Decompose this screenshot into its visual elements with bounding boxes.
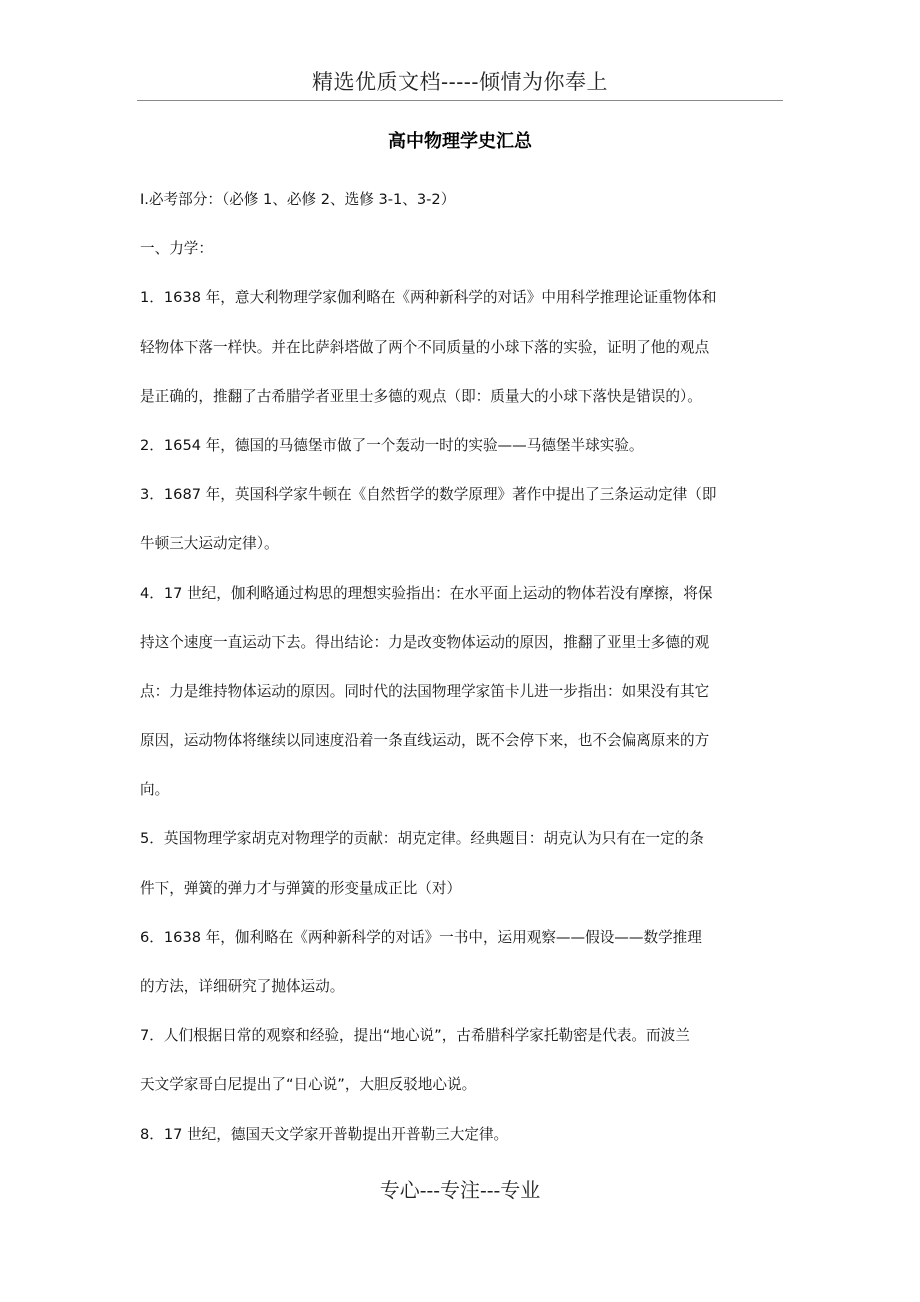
page-header xyxy=(137,62,783,101)
text-line: 点：力是维持物体运动的原因。同时代的法国物理学家笛卡儿进一步指出：如果没有其它 xyxy=(140,682,710,700)
text-line: 2．1654 年，德国的马德堡市做了一个轰动一时的实验——马德堡半球实验。 xyxy=(140,436,644,454)
text-line: 是正确的，推翻了古希腊学者亚里士多德的观点（即：质量大的小球下落快是错误的）。 xyxy=(140,387,702,405)
text-line: 牛顿三大运动定律）。 xyxy=(140,535,279,553)
text-line: 1．1638 年，意大利物理学家伽利略在《两种新科学的对话》中用科学推理论证重物体和 xyxy=(140,289,717,307)
text-line: 的方法，详细研究了抛体运动。 xyxy=(140,978,345,995)
document-title: 高中物理学史汇总 xyxy=(388,131,532,152)
text-line: 持这个速度一直运动下去。得出结论：力是改变物体运动的原因，推翻了亚里士多德的观 xyxy=(140,633,710,651)
text-line: 原因，运动物体将继续以同速度沿着一条直线运动，既不会停下来，也不会偏离原来的方 xyxy=(140,732,710,750)
header-text: 精选优质文档-----倾情为你奉上 xyxy=(312,70,608,94)
text-line: 件下，弹簧的弹力才与弹簧的形变量成正比（对） xyxy=(140,879,462,897)
text-line: 5．英国物理学家胡克对物理学的贡献：胡克定律。经典题目：胡克认为只有在一定的条 xyxy=(140,830,704,848)
text-line: 向。 xyxy=(140,781,170,799)
page-footer: 专心---专注---专业 xyxy=(379,1178,541,1202)
document-body xyxy=(140,182,782,1166)
text-line: 轻物体下落一样快。并在比萨斜塔做了两个不同质量的小球下落的实验，证明了他的观点 xyxy=(140,338,710,356)
text-line: 3．1687 年，英国科学家牛顿在《自然哲学的数学原理》著作中提出了三条运动定律（即 xyxy=(140,486,717,504)
text-line: 6．1638 年，伽利略在《两种新科学的对话》一书中，运用观察——假设——数学推理 xyxy=(140,928,702,946)
text-line: 7．人们根据日常的观察和经验，提出“地心说”，古希腊科学家托勒密是代表。而波兰 xyxy=(140,1027,690,1045)
text-line: 4．17 世纪，伽利略通过构思的理想实验指出：在水平面上运动的物体若没有摩擦，将保 xyxy=(140,584,713,602)
subsection-heading: 一、力学： xyxy=(140,240,213,258)
section-heading: I.必考部分：（必修 1、必修 2、选修 3-1、3-2） xyxy=(140,191,456,208)
text-line: 8．17 世纪，德国天文学家开普勒提出开普勒三大定律。 xyxy=(140,1125,509,1143)
text-line: 天文学家哥白尼提出了“日心说”，大胆反驳地心说。 xyxy=(140,1076,477,1094)
